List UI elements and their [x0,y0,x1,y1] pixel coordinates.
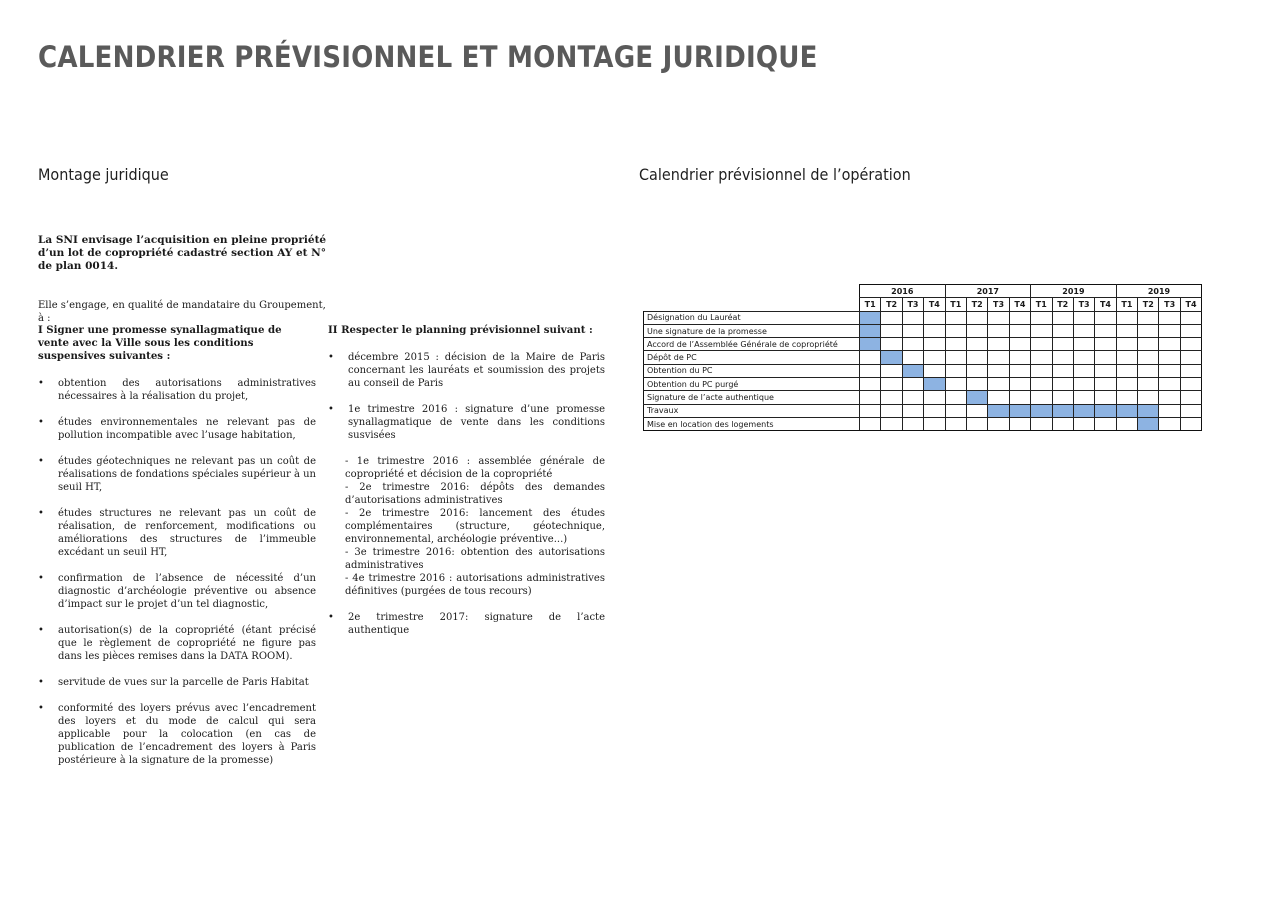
quarter-header: T2 [1052,298,1073,311]
gantt-bar-cell [1116,404,1137,417]
bullet-icon: • [328,352,334,363]
bullet-icon: • [38,508,44,519]
list-item: • servitude de vues sur la parcelle de Paris Habitat [38,677,309,688]
gantt-cell [966,324,987,337]
gantt-cell [1073,338,1094,351]
quarter-header: T4 [924,298,945,311]
list-item: • études environnementales ne relevant pas de pollution incompatible avec l’usage habitation, [38,417,316,441]
gantt-body [644,311,1202,431]
gantt-cell [881,311,902,324]
list-item: • études structures ne relevant pas un coût de réalisation, de renforcement, modifications ou améliorations des structures de l’immeuble excédant un seuil HT, [38,508,316,558]
gantt-bar-cell [1031,404,1052,417]
gantt-cell [945,351,966,364]
gantt-cell [1138,391,1159,404]
gantt-cell [902,324,923,337]
gantt-corner [644,298,860,311]
gantt-cell [1073,351,1094,364]
list-item: • confirmation de l’absence de nécessité d’un diagnostic d’archéologie préventive ou absence d’impact sur le projet d’un tel diagnostic, [38,573,316,610]
task-label: Une signature de la promesse [644,324,860,337]
gantt-cell [1180,364,1201,377]
list-item: • obtention des autorisations administratives nécessaires à la réalisation du projet, [38,378,316,402]
list-item: • 2e trimestre 2017: signature de l’acte authentique [328,612,605,636]
gantt-cell [881,324,902,337]
gantt-cell [902,351,923,364]
section-heading-montage: Montage juridique [38,165,169,184]
task-label: Signature de l’acte authentique [644,391,860,404]
gantt-cell [1052,391,1073,404]
gantt-cell [1052,338,1073,351]
gantt-cell [1159,391,1180,404]
gantt-cell [1095,378,1116,391]
quarter-header: T4 [1180,298,1201,311]
task-label: Mise en location des logements [644,417,860,430]
gantt-cell [988,364,1009,377]
year-header: 2016 [860,285,946,298]
gantt-cell [924,404,945,417]
list-item: • études géotechniques ne relevant pas un coût de réalisations de fondations spéciales supérieur à un seuil HT, [38,456,316,493]
gantt-cell [902,391,923,404]
bullet-icon: • [38,378,44,389]
list-item: • autorisation(s) de la copropriété (étant précisé que le règlement de copropriété ne figure pas dans les pièces remises dans la DATA ROOM). [38,625,316,662]
gantt-table [643,284,1202,431]
sub-step: - 3e trimestre 2016: obtention des autorisations administratives [345,547,605,571]
gantt-cell [945,417,966,430]
page-title: CALENDRIER PRÉVISIONNEL ET MONTAGE JURIDIQUE [38,40,818,74]
bullet-icon: • [38,703,44,714]
gantt-cell [988,378,1009,391]
gantt-cell [1159,351,1180,364]
planning-column [328,324,605,650]
gantt-cell [1073,378,1094,391]
sub-step: - 4e trimestre 2016 : autorisations administratives définitives (purgées de tous recours) [345,573,605,597]
sub-step: - 2e trimestre 2016: lancement des études complémentaires (structure, géotechnique, environnemental, archéologie préventive...) [345,508,605,545]
gantt-task-row [644,351,1202,364]
gantt-cell [988,351,1009,364]
gantt-bar-cell [1009,404,1030,417]
gantt-task-row [644,324,1202,337]
gantt-cell [860,378,881,391]
conditions-heading: I Signer une promesse synallagmatique de vente avec la Ville sous les conditions suspensives suivantes : [38,324,282,362]
gantt-cell [924,324,945,337]
gantt-cell [1073,417,1094,430]
gantt-cell [988,338,1009,351]
gantt-cell [988,324,1009,337]
gantt-cell [1138,364,1159,377]
bullet-icon: • [38,573,44,584]
gantt-cell [881,364,902,377]
gantt-cell [966,364,987,377]
gantt-cell [1009,338,1030,351]
gantt-cell [945,324,966,337]
bullet-icon: • [328,404,334,415]
gantt-cell [1138,311,1159,324]
gantt-cell [1138,324,1159,337]
gantt-cell [1159,404,1180,417]
gantt-cell [1095,417,1116,430]
gantt-cell [1031,351,1052,364]
gantt-cell [1009,417,1030,430]
task-label: Obtention du PC purgé [644,378,860,391]
gantt-task-row [644,378,1202,391]
task-label: Obtention du PC [644,364,860,377]
gantt-cell [1180,404,1201,417]
gantt-bar-cell [1073,404,1094,417]
gantt-cell [1159,364,1180,377]
gantt-cell [881,338,902,351]
gantt-cell [1159,338,1180,351]
gantt-bar-cell [966,391,987,404]
gantt-cell [1116,378,1137,391]
gantt-corner [644,285,860,298]
gantt-bar-cell [988,404,1009,417]
gantt-cell [1138,378,1159,391]
gantt-cell [1073,311,1094,324]
gantt-cell [966,404,987,417]
gantt-bar-cell [1138,404,1159,417]
quarter-header: T3 [902,298,923,311]
gantt-bar-cell [902,364,923,377]
quarter-header: T1 [1031,298,1052,311]
gantt-cell [881,391,902,404]
gantt-cell [902,417,923,430]
gantt-cell [1116,338,1137,351]
bullet-icon: • [38,677,44,688]
gantt-cell [902,338,923,351]
gantt-cell [966,378,987,391]
gantt-cell [860,351,881,364]
gantt-cell [924,351,945,364]
gantt-cell [1009,364,1030,377]
gantt-cell [924,338,945,351]
conditions-list [38,377,316,767]
gantt-task-row [644,364,1202,377]
gantt-cell [924,417,945,430]
sub-step: - 2e trimestre 2016: dépôts des demandes d’autorisations administratives [345,482,605,506]
list-item: • 1e trimestre 2016 : signature d’une promesse synallagmatique de vente dans les conditions susvisées [328,404,605,441]
engagement-paragraph: Elle s’engage, en qualité de mandataire du Groupement, à : [38,300,326,324]
gantt-cell [1116,311,1137,324]
gantt-task-row [644,417,1202,430]
gantt-cell [881,417,902,430]
year-header: 2019 [1031,285,1117,298]
quarter-header: T2 [881,298,902,311]
gantt-cell [1052,324,1073,337]
gantt-cell [1159,378,1180,391]
gantt-cell [1116,351,1137,364]
gantt-cell [945,364,966,377]
gantt-cell [1031,417,1052,430]
planning-list [328,351,605,442]
gantt-cell [1180,391,1201,404]
gantt-cell [1009,324,1030,337]
gantt-cell [1095,351,1116,364]
gantt-cell [1095,311,1116,324]
gantt-bar-cell [1052,404,1073,417]
gantt-year-row [644,285,1202,298]
gantt-cell [988,391,1009,404]
gantt-cell [1073,364,1094,377]
gantt-task-row [644,404,1202,417]
task-label: Accord de l’Assemblée Générale de copropriété [644,338,860,351]
quarter-header: T2 [1138,298,1159,311]
gantt-cell [1009,378,1030,391]
gantt-cell [945,404,966,417]
gantt-cell [1031,391,1052,404]
section-heading-calendrier: Calendrier prévisionnel de l’opération [639,165,911,184]
gantt-bar-cell [881,351,902,364]
quarter-header: T3 [1159,298,1180,311]
gantt-cell [1180,378,1201,391]
gantt-cell [1052,351,1073,364]
gantt-cell [1180,324,1201,337]
gantt-cell [1116,391,1137,404]
gantt-cell [1031,324,1052,337]
gantt-cell [1095,391,1116,404]
quarter-header: T1 [945,298,966,311]
gantt-cell [966,417,987,430]
gantt-cell [924,364,945,377]
gantt-cell [966,338,987,351]
bullet-icon: • [38,417,44,428]
quarter-header: T1 [1116,298,1137,311]
gantt-cell [988,417,1009,430]
gantt-cell [1031,378,1052,391]
gantt-cell [1180,338,1201,351]
gantt-cell [1180,311,1201,324]
gantt-cell [1095,324,1116,337]
conditions-column [38,324,316,780]
gantt-cell [902,311,923,324]
gantt-cell [881,378,902,391]
quarter-header: T3 [1073,298,1094,311]
gantt-cell [966,351,987,364]
gantt-cell [1159,311,1180,324]
task-label: Désignation du Lauréat [644,311,860,324]
task-label: Travaux [644,404,860,417]
gantt-cell [1116,417,1137,430]
gantt-cell [860,364,881,377]
quarter-header: T4 [1095,298,1116,311]
gantt-cell [902,404,923,417]
gantt-bar-cell [1138,417,1159,430]
gantt-cell [1073,391,1094,404]
gantt-cell [1138,351,1159,364]
gantt-cell [1031,364,1052,377]
gantt-quarter-row [644,298,1202,311]
gantt-cell [1009,351,1030,364]
bullet-icon: • [38,625,44,636]
task-label: Dépôt de PC [644,351,860,364]
gantt-cell [1009,311,1030,324]
quarter-header: T2 [966,298,987,311]
gantt-cell [1180,351,1201,364]
gantt-cell [1052,311,1073,324]
list-item: • conformité des loyers prévus avec l’encadrement des loyers et du mode de calcul qui sera applicable pour la colocation (en cas de publication de l’encadrement des loyers à Paris postérieure à la signature de la promesse) [38,703,316,766]
gantt-task-row [644,311,1202,324]
bullet-icon: • [328,612,334,623]
gantt-cell [881,404,902,417]
gantt-bar-cell [860,311,881,324]
gantt-cell [1116,364,1137,377]
gantt-cell [1073,324,1094,337]
planning-sub-steps [345,455,605,598]
gantt-bar-cell [924,378,945,391]
gantt-cell [1009,391,1030,404]
gantt-cell [1095,364,1116,377]
quarter-header: T3 [988,298,1009,311]
gantt-cell [988,311,1009,324]
sub-step: - 1e trimestre 2016 : assemblée générale de copropriété et décision de la copropriété [345,456,605,480]
gantt-bar-cell [860,324,881,337]
gantt-cell [1116,324,1137,337]
gantt-cell [1052,364,1073,377]
bullet-icon: • [38,456,44,467]
gantt-bar-cell [860,338,881,351]
list-item: • décembre 2015 : décision de la Maire de Paris concernant les lauréats et soumission des projets au conseil de Paris [328,352,605,389]
gantt-cell [924,311,945,324]
gantt-cell [1159,417,1180,430]
gantt-cell [945,391,966,404]
intro-paragraph: La SNI envisage l’acquisition en pleine propriété d’un lot de copropriété cadastré section AY et N° de plan 0014. [38,234,327,272]
planning-heading: II Respecter le planning prévisionnel suivant : [328,324,593,336]
gantt-cell [1138,338,1159,351]
gantt-cell [1095,338,1116,351]
gantt-cell [945,378,966,391]
gantt-cell [902,378,923,391]
gantt-cell [1159,324,1180,337]
gantt-cell [860,391,881,404]
gantt-task-row [644,338,1202,351]
year-header: 2019 [1116,285,1202,298]
gantt-bar-cell [1095,404,1116,417]
gantt-cell [945,338,966,351]
quarter-header: T4 [1009,298,1030,311]
gantt-cell [966,311,987,324]
gantt-cell [945,311,966,324]
gantt-cell [860,404,881,417]
gantt-cell [1031,338,1052,351]
year-header: 2017 [945,285,1031,298]
gantt-task-row [644,391,1202,404]
gantt-cell [1052,378,1073,391]
gantt-cell [1031,311,1052,324]
gantt-cell [1180,417,1201,430]
gantt-cell [924,391,945,404]
gantt-cell [860,417,881,430]
quarter-header: T1 [860,298,881,311]
gantt-cell [1052,417,1073,430]
